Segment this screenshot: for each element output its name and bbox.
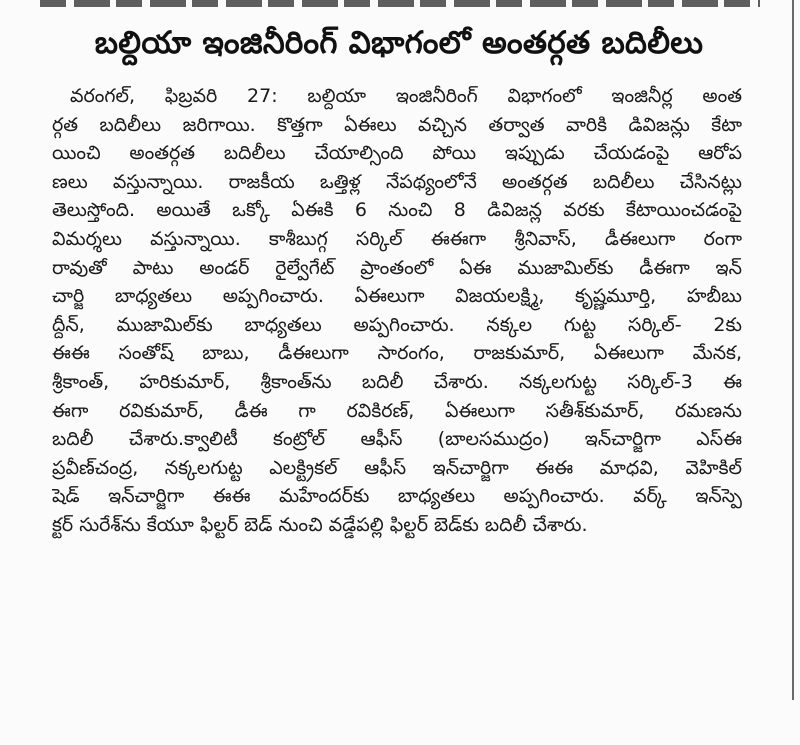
article-line: బదిలీ చేశారు.క్వాలిటీ కంట్రోల్ ఆఫీస్ (బాలసముద్రం) ఇన్‌చార్జిగా ఎస్ఈ	[52, 428, 742, 451]
cut-text-fragment	[40, 0, 760, 7]
article-line: ణలు వస్తున్నాయి. రాజకీయ ఒత్తిళ్ల నేపథ్యంలోనే అంతర్గత బదిలీలు చేసినట్లు	[52, 170, 742, 193]
article-line: క్టర్ సురేశ్‌ను కేయూ ఫిల్టర్ బెడ్ నుంచి వడ్డేపల్లి ఫిల్టర్ బెడ్‌కు బదిలీ చేశారు.	[52, 513, 588, 536]
article-line: యించి అంతర్గత బదిలీలు చేయాల్సింది పోయి ఇప్పుడు చేయడంపై ఆరోప	[52, 142, 742, 165]
article-line: రావుతో పాటు అండర్ రైల్వేగేట్ ప్రాంతంలో ఏఈ ముజామిల్‌కు డీఈగా ఇన్	[52, 256, 742, 279]
article-line: ఈఈ సంతోష్ బాబు, డీఈలుగా సారంగం, రాజకుమార్, ఏఈలుగా మేనక,	[52, 342, 742, 365]
article-line: వరంగల్, ఫిబ్రవరి 27: బల్దియా ఇంజినీరింగ్ విభాగంలో ఇంజినీర్ల అంత	[70, 85, 742, 107]
article-body	[52, 82, 742, 702]
article-line: ద్దీన్, ముజామిల్‌కు బాధ్యతలు అప్పగించారు. నక్కల గుట్ట సర్కిల్- 2కు	[52, 313, 742, 336]
article-line: ప్రవీణ్‌చంద్ర, నక్కలగుట్ట ఎలక్ట్రికల్ ఆఫీస్ ఇన్‌చార్జిగా ఈఈ మాధవి, వెహికిల్	[52, 456, 742, 479]
article-line: ఈగా రవికుమార్, డీఈ గా రవికిరణ్, ఏఈలుగా సతీశ్‌కుమార్, రమణను	[52, 399, 742, 422]
clipped-previous-line	[0, 0, 800, 14]
article-line: ర్గత బదిలీలు జరిగాయి. కొత్తగా ఏఈలు వచ్చిన తర్వాత వారికి డివిజన్లు కేటా	[52, 113, 742, 136]
article-line: విమర్శలు వస్తున్నాయి. కాశీబుగ్గ సర్కిల్ ఈఈగా శ్రీనివాస్, డీఈలుగా రంగా	[52, 227, 742, 250]
article-line: షెడ్ ఇన్‌చార్జిగా ఈఈ మహేందర్‌కు బాధ్యతలు అప్పగించారు. వర్క్ ఇన్‌స్పె	[52, 485, 742, 508]
article-line: చార్జి బాధ్యతలు అప్పగించారు. ఏఈలుగా విజయలక్ష్మి, కృష్ణమూర్తి, హబీబు	[52, 285, 742, 308]
article-line: శ్రీకాంత్, హరికుమార్, శ్రీకాంత్‌ను బదిలీ చేశారు. నక్కలగుట్ట సర్కిల్-3 ఈ	[52, 370, 742, 393]
article-line: తెలుస్తోంది. అయితే ఒక్కో ఏఈకి 6 నుంచి 8 డివిజన్ల వరకు కేటాయించడంపై	[52, 199, 742, 222]
column-rule	[792, 0, 794, 700]
article-headline: బల్దియా ఇంజినీరింగ్ విభాగంలో అంతర్గత బదిలీలు	[94, 25, 704, 61]
